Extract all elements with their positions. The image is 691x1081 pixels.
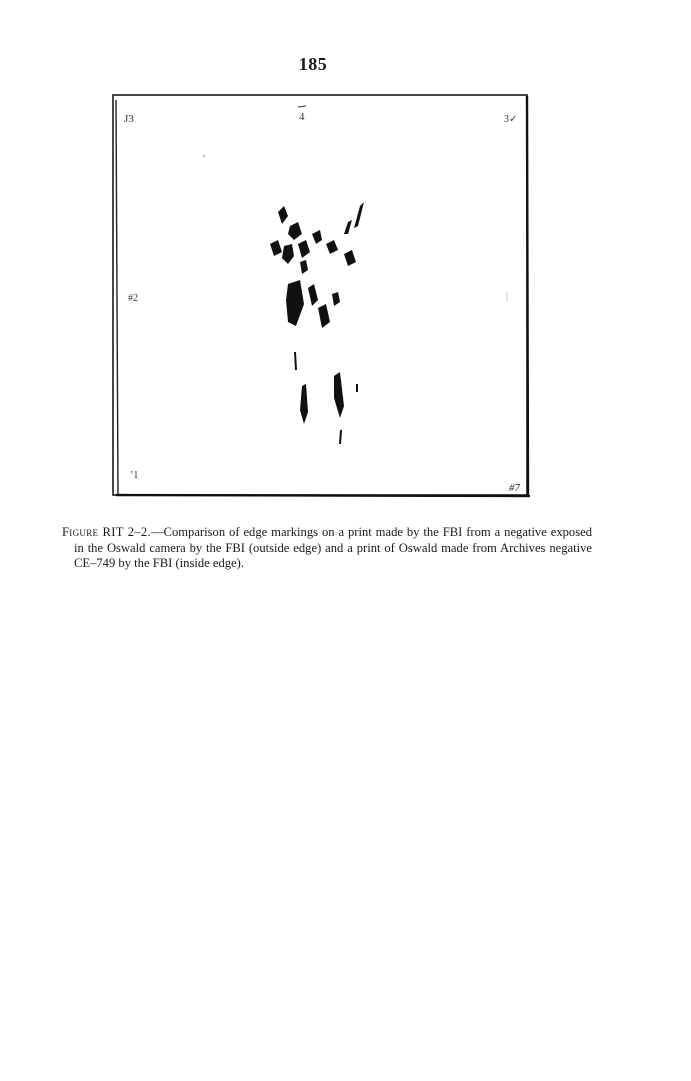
mark-mid-left: #2 [128, 293, 138, 304]
right-edge [527, 96, 528, 496]
caption-lead: Figure RIT 2–2. [62, 525, 151, 539]
mark-bottom-left: ’1 [130, 470, 139, 481]
mark-top-center: 4 [299, 111, 305, 123]
figure-photo-print [112, 94, 530, 498]
mark-bottom-right: #7 [509, 482, 520, 494]
caption-text: —Comparison of edge markings on a print made by the FBI from a negative exposed in the Oswald camera by the FBI (outside edge) and a print of Oswald made from Archives negative CE–749 by the FBI (inside edge). [74, 525, 592, 570]
page-number: 185 [298, 54, 328, 74]
mark-top-right: 3✓ [504, 114, 518, 125]
mark-top-left: J3 [124, 113, 134, 125]
mark-mid-right: | [506, 291, 509, 302]
outer-frame [113, 95, 527, 495]
figure-caption [62, 525, 592, 572]
bottom-edge [116, 495, 530, 496]
